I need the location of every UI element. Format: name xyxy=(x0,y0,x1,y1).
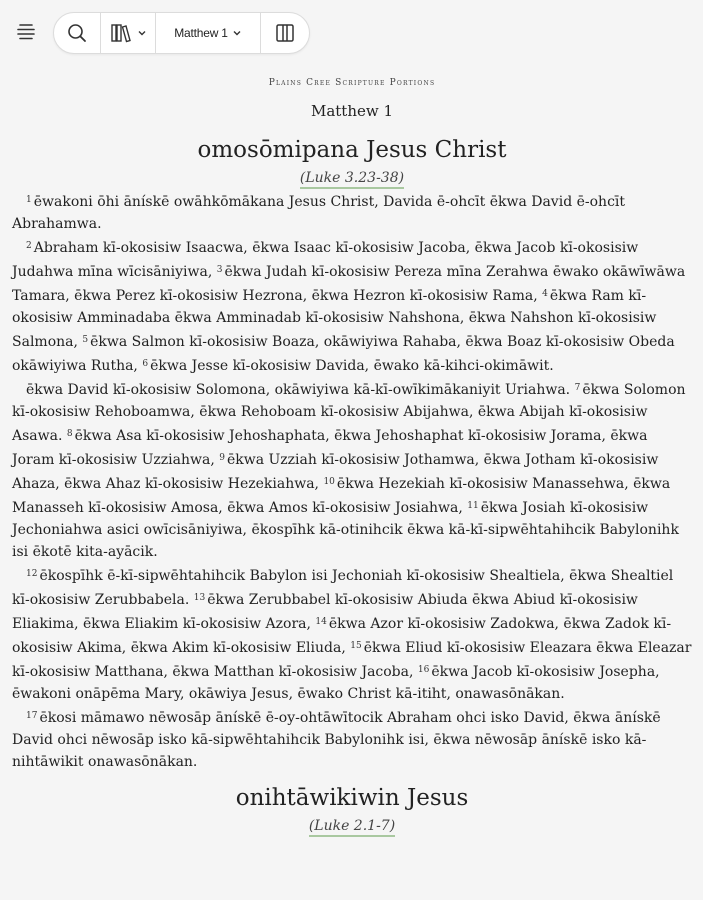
passage-content xyxy=(12,74,692,837)
verse-text: ēkwa Hezekiah kī-okosisiw Manassehwa, ēkwa Manasseh kī-okosisiw Amosa, ēkwa Amos kī-okosisiw Josiahwa, xyxy=(12,476,671,516)
verse-number[interactable]: 6 xyxy=(142,359,149,369)
verse-text: ēkwa Asa kī-okosisiw Jehoshaphata, ēkwa Jehoshaphat kī-okosisiw Jorama, ēkwa Joram kī-okosisiw Uzziahwa, xyxy=(12,428,648,468)
search-icon xyxy=(66,22,88,44)
chevron-down-icon xyxy=(232,28,242,38)
cross-reference-link[interactable]: (Luke 3.23-38) xyxy=(300,170,404,189)
parallel-view-button[interactable] xyxy=(261,13,309,53)
verse-number[interactable]: 3 xyxy=(216,265,223,275)
section-title: omosōmipana Jesus Christ xyxy=(197,137,507,163)
chapter-title: Matthew 1 xyxy=(310,102,394,120)
verse-text: ēkwa Jacob kī-okosisiw Josepha, ēwakoni onāpēma Mary, okāwiya Jesus, ēwako Christ kā-itiht, onawasōnākan. xyxy=(12,664,660,702)
verse-paragraph xyxy=(12,563,692,705)
verse-text: ēkwa Salmon kī-okosisiw Boaza, okāwiyiwa Rahaba, ēkwa Boaz kī-okosisiw Obeda okāwiyiwa Rutha, xyxy=(12,334,675,374)
verse-text: ēkwa Jesse kī-okosisiw Davida, ēwako kā-kihci-okimāwit. xyxy=(150,358,554,374)
reader-toolbar xyxy=(53,12,310,54)
section-title: onihtāwikiwin Jesus xyxy=(235,785,469,811)
verse-paragraph xyxy=(12,189,692,235)
menu-button[interactable] xyxy=(12,18,40,46)
cross-reference-link[interactable]: (Luke 2.1-7) xyxy=(309,818,395,837)
verse-number[interactable]: 14 xyxy=(315,617,327,627)
verse-number[interactable]: 10 xyxy=(323,477,335,487)
parallel-columns-icon xyxy=(274,22,296,44)
verse-text: ēkospīhk ē-kī-sipwēhtahihcik Babylon isi Jechoniah kī-okosisiw Shealtiela, ēkwa Shealtiel kī-okosisiw Zerubbabela. xyxy=(12,568,674,608)
verse-number[interactable]: 1 xyxy=(26,195,32,205)
reference-selector[interactable] xyxy=(156,13,260,53)
verse-number[interactable]: 12 xyxy=(26,569,38,579)
verse-number[interactable]: 9 xyxy=(219,453,225,463)
verse-number[interactable]: 13 xyxy=(193,593,206,603)
verse-text: ēwakoni ōhi ānískē owāhkōmākana Jesus Christ, Davida ē-ohcīt ēkwa David ē-ohcīt Abrahamwa. xyxy=(12,194,626,232)
verse-text: ēkwa Josiah kī-okosisiw Jechoniahwa asici owīcisāniyiwa, ēkospīhk kā-otinihcik ēkwa kā-kī-sipwēhtahihcik Babylonihk isi ēkotē kita-ayācik. xyxy=(12,500,679,560)
verse-number[interactable]: 15 xyxy=(350,641,362,651)
verse-number[interactable]: 17 xyxy=(26,711,38,721)
verse-number[interactable]: 4 xyxy=(542,289,548,299)
cross-reference-line xyxy=(12,813,692,837)
reference-label: Matthew 1 xyxy=(174,26,228,40)
verse-text: ēkwa David kī-okosisiw Solomona, okāwiyiwa kā-kī-owīkimākaniyit Uriahwa. xyxy=(26,382,575,398)
verse-number[interactable]: 16 xyxy=(417,665,430,675)
search-button[interactable] xyxy=(54,13,100,53)
verse-text: ēkwa Ram kī-okosisiw Amminadaba ēkwa Amminadab kī-okosisiw Nahshona, ēkwa Nahshon kī-okosisiw Salmona, xyxy=(12,288,657,350)
verse-text: ēkwa Judah kī-okosisiw Pereza mīna Zerahwa ēwako okāwīwāwa Tamara, ēkwa Perez kī-okosisiw Hezrona, ēkwa Hezron kī-okosisiw Rama, xyxy=(12,264,686,304)
menu-icon xyxy=(15,21,37,43)
verse-text: ēkwa Uzziah kī-okosisiw Jothamwa, ēkwa Jotham kī-okosisiw Ahaza, ēkwa Ahaz kī-okosisiw Hezekiahwa, xyxy=(12,452,659,492)
verse-paragraph xyxy=(12,377,692,563)
book-heading: Plains Cree Scripture Portions xyxy=(268,78,436,88)
verse-text: Abraham kī-okosisiw Isaacwa, ēkwa Isaac kī-okosisiw Jacoba, ēkwa Jacob kī-okosisiw Judahwa mīna wīcisāniyiwa, xyxy=(12,240,639,280)
library-books-icon xyxy=(110,22,134,44)
verse-text: ēkwa Zerubbabel kī-okosisiw Abiuda ēkwa Abiud kī-okosisiw Eliakima, ēkwa Eliakim kī-okosisiw Azora, xyxy=(12,592,638,632)
verse-number[interactable]: 8 xyxy=(66,429,73,439)
verse-paragraph xyxy=(12,705,692,773)
verse-number[interactable]: 2 xyxy=(26,241,32,251)
verse-text: ēkwa Solomon kī-okosisiw Rehoboamwa, ēkwa Rehoboam kī-okosisiw Abijahwa, ēkwa Abijah kī-okosisiw Asawa. xyxy=(12,382,686,444)
verse-number[interactable]: 7 xyxy=(574,383,581,393)
verse-text: ēkosi māmawo nēwosāp ānískē ē-oy-ohtāwītocik Abraham ohci isko David, ēkwa ānískē David ohci nēwosāp isko kā-sipwēhtahihcik Babylonihk isi, ēkwa nēwosāp ānískē isko kā-nihtāwikit onawasōnākan. xyxy=(12,710,661,770)
library-button[interactable] xyxy=(101,13,155,53)
verse-text: ēkwa Eliud kī-okosisiw Eleazara ēkwa Eleazar kī-okosisiw Matthana, ēkwa Matthan kī-okosisiw Jacoba, xyxy=(12,640,692,680)
verse-paragraph xyxy=(12,235,692,377)
cross-reference-line xyxy=(12,165,692,189)
verse-number[interactable]: 11 xyxy=(467,501,479,511)
verse-number[interactable]: 5 xyxy=(82,335,89,345)
verse-text: ēkwa Azor kī-okosisiw Zadokwa, ēkwa Zadok kī-okosisiw Akima, ēkwa Akim kī-okosisiw Eliuda, xyxy=(12,616,672,656)
chevron-down-icon xyxy=(137,28,147,38)
passage-text xyxy=(12,189,692,773)
